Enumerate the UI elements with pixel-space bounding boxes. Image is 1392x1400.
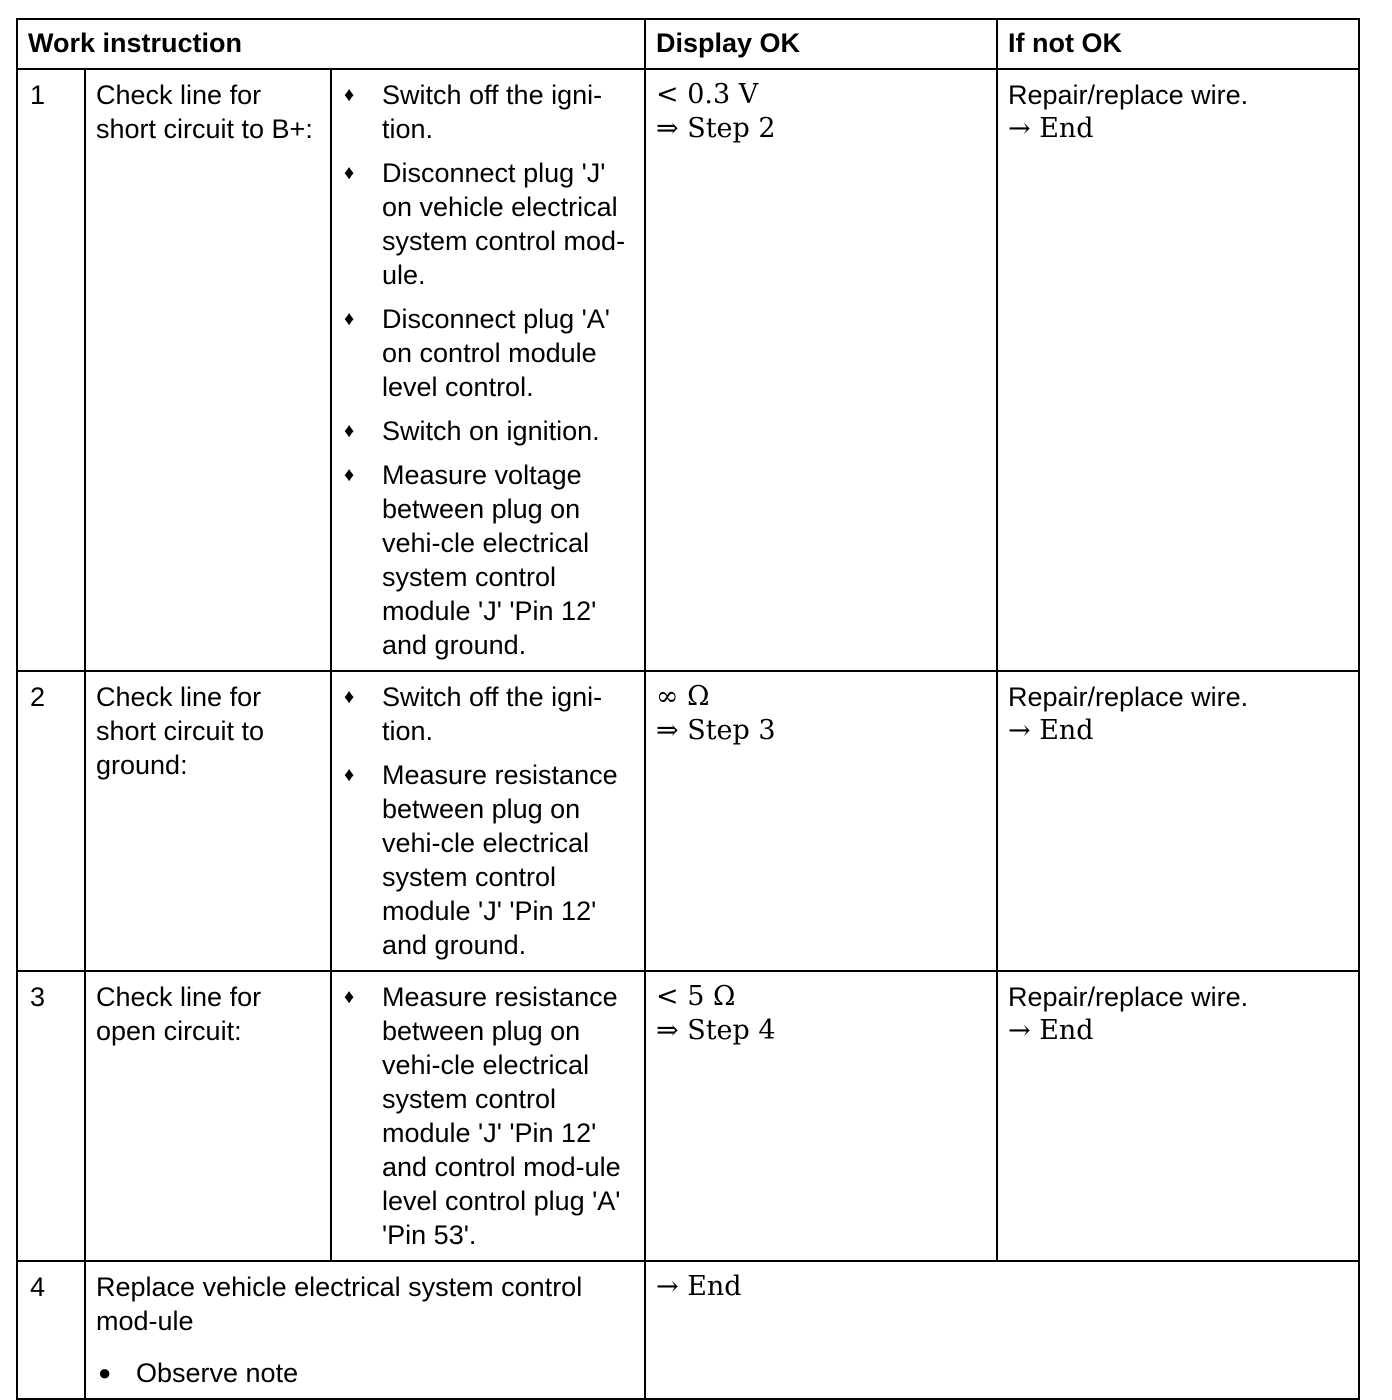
table-row <box>17 1261 1359 1399</box>
step-text: Switch off the igni-tion. <box>382 80 603 144</box>
final-instruction: Replace vehicle electrical system control mod-ule <box>96 1272 583 1336</box>
step-number: 2 <box>17 671 85 971</box>
step-actions <box>331 971 645 1261</box>
step-number: 3 <box>17 971 85 1261</box>
list-item <box>342 156 634 292</box>
display-ok-value: < 0.3 V <box>656 79 759 110</box>
display-ok-next-step: ⇒ Step 4 <box>656 1015 776 1046</box>
diamond-bullet-icon: ♦ <box>344 308 355 330</box>
header-display-ok: Display OK <box>645 19 997 69</box>
diamond-bullet-icon: ♦ <box>344 84 355 106</box>
step-actions <box>331 671 645 971</box>
step-text: Switch on ignition. <box>382 416 600 446</box>
list-item <box>342 458 634 662</box>
not-ok-next: → End <box>1008 113 1094 144</box>
header-row <box>17 19 1359 69</box>
step-actions <box>331 69 645 671</box>
not-ok-next: → End <box>1008 715 1094 746</box>
list-item <box>342 980 634 1252</box>
diamond-bullet-icon: ♦ <box>344 420 355 442</box>
list-item <box>342 414 634 448</box>
not-ok-cell <box>997 671 1359 971</box>
diamond-bullet-icon: ♦ <box>344 986 355 1008</box>
diamond-bullet-icon: ♦ <box>344 764 355 786</box>
step-title: Check line for short circuit to B+: <box>85 69 331 671</box>
display-ok-cell <box>645 971 997 1261</box>
display-ok-next-step: ⇒ Step 3 <box>656 715 776 746</box>
step-title: Check line for short circuit to ground: <box>85 671 331 971</box>
not-ok-action: Repair/replace wire. <box>1008 80 1249 110</box>
display-ok-cell <box>645 671 997 971</box>
display-ok-next-step: ⇒ Step 2 <box>656 113 776 144</box>
table-row <box>17 971 1359 1261</box>
work-instruction-table <box>16 18 1360 1400</box>
table-row <box>17 671 1359 971</box>
note-text: Observe note <box>136 1358 299 1388</box>
header-if-not-ok: If not OK <box>997 19 1359 69</box>
not-ok-cell <box>997 69 1359 671</box>
display-ok-value: < 5 Ω <box>656 981 736 1012</box>
step-text: Switch off the igni-tion. <box>382 682 603 746</box>
not-ok-action: Repair/replace wire. <box>1008 982 1249 1012</box>
not-ok-cell <box>997 971 1359 1261</box>
note-item <box>96 1356 634 1390</box>
step-title: Check line for open circuit: <box>85 971 331 1261</box>
display-ok-cell <box>645 69 997 671</box>
final-instruction-cell <box>85 1261 645 1399</box>
step-text: Measure voltage between plug on vehi-cle electrical system control module 'J' 'Pin 12' and ground. <box>382 460 597 660</box>
not-ok-action: Repair/replace wire. <box>1008 682 1249 712</box>
round-bullet-icon: ● <box>98 1360 112 1385</box>
step-number: 4 <box>17 1261 85 1399</box>
final-result-cell <box>645 1261 1359 1399</box>
step-text: Measure resistance between plug on vehi-cle electrical system control module 'J' 'Pin 12' and control mod-ule level control plug 'A' 'Pin 53'. <box>382 982 621 1250</box>
table-row <box>17 69 1359 671</box>
step-text: Disconnect plug 'A' on control module level control. <box>382 304 610 402</box>
step-text: Disconnect plug 'J' on vehicle electrical system control mod-ule. <box>382 158 626 290</box>
list-item <box>342 680 634 748</box>
list-item <box>342 78 634 146</box>
diamond-bullet-icon: ♦ <box>344 464 355 486</box>
final-result: → End <box>656 1271 742 1302</box>
display-ok-value: ∞ Ω <box>656 681 710 712</box>
diamond-bullet-icon: ♦ <box>344 162 355 184</box>
step-text: Measure resistance between plug on vehi-cle electrical system control module 'J' 'Pin 12' and ground. <box>382 760 618 960</box>
step-number: 1 <box>17 69 85 671</box>
diamond-bullet-icon: ♦ <box>344 686 355 708</box>
list-item <box>342 302 634 404</box>
not-ok-next: → End <box>1008 1015 1094 1046</box>
header-work-instruction: Work instruction <box>17 19 645 69</box>
list-item <box>342 758 634 962</box>
